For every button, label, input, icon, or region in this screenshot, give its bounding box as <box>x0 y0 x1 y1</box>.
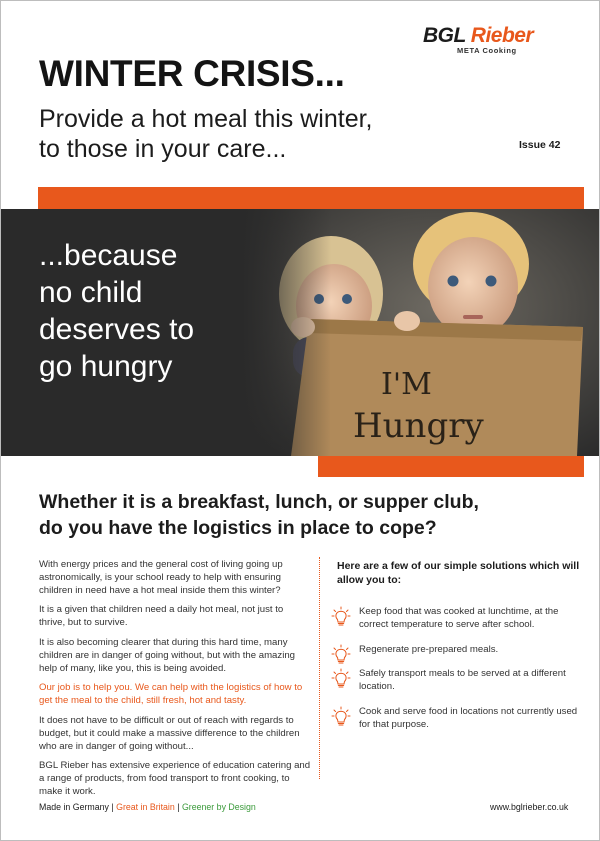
footer-separator: | <box>174 802 182 812</box>
website-link[interactable]: www.bglrieber.co.uk <box>490 802 569 812</box>
highlight-paragraph: Our job is to help you. We can help with the logistics of how to get the meal to the child, still fresh, hot and tasty. <box>39 682 303 707</box>
solution-text: Keep food that was cooked at lunchtime, at the correct temperature to serve after school. <box>359 606 559 630</box>
solution-text: Regenerate pre-prepared meals. <box>359 643 499 655</box>
issue-number: Issue 42 <box>519 139 561 151</box>
lightbulb-icon <box>331 706 351 728</box>
hungry-children-photo <box>241 209 600 456</box>
lightbulb-icon <box>331 606 351 628</box>
subtitle-line-1: Provide a hot meal this winter, <box>39 105 373 133</box>
hero-line-1: ...because <box>39 239 178 272</box>
orange-accent-bar-top <box>38 187 584 209</box>
hero-message <box>39 237 259 385</box>
hero-line-2: no child <box>39 276 143 309</box>
body-paragraph: It is also becoming clearer that during this hard time, many children are in danger of going without, but with the amazing help of many, like you, this is being avoided. <box>39 636 295 674</box>
lightbulb-icon <box>331 644 351 666</box>
orange-accent-bar-bottom <box>318 456 584 477</box>
column-divider <box>319 557 320 779</box>
subtitle-line-2: to those in your care... <box>39 135 287 163</box>
lightbulb-icon <box>331 668 351 690</box>
logo-rieber-text: Rieber <box>470 24 534 47</box>
page-subtitle <box>39 104 439 164</box>
body-paragraph: With energy prices and the general cost of living going up astronomically, is your school ready to help with ensuring children in need have a hot meal inside them this winter? <box>39 559 283 596</box>
headline-line-1: Whether it is a breakfast, lunch, or supper club, <box>39 491 479 513</box>
footer-great-in-britain: Great in Britain <box>116 802 175 812</box>
body-paragraph: It does not have to be difficult or out of reach with regards to budget, but it could make a massive difference to the children who are in danger of going without... <box>39 714 300 752</box>
body-text-column <box>39 559 311 806</box>
section-headline <box>39 489 579 541</box>
solution-text: Cook and serve food in locations not currently used for that purpose. <box>359 705 578 730</box>
body-paragraph: It is a given that children need a daily hot meal, not just to thrive, but to survive. <box>39 604 284 629</box>
solution-item <box>337 706 587 732</box>
hero-line-4: go hungry <box>39 350 173 383</box>
hero-line-3: deserves to <box>39 313 195 346</box>
bgl-rieber-logo <box>423 25 565 55</box>
logo-subtitle: META Cooking <box>457 46 517 55</box>
footer-tagline <box>39 802 256 812</box>
footer-made-in: Made in Germany <box>39 802 109 812</box>
logo-bgl-text: BGL <box>423 24 466 47</box>
footer-separator: | <box>108 802 117 812</box>
solution-text: Safely transport meals to be served at a different location. <box>359 668 566 693</box>
solutions-column <box>337 559 587 744</box>
hero-banner <box>1 209 600 456</box>
headline-line-2: do you have the logistics in place to cope? <box>39 517 437 539</box>
solution-item <box>337 668 587 694</box>
footer-greener: Greener by Design <box>181 802 256 812</box>
solutions-heading: Here are a few of our simple solutions which will allow you to: <box>337 560 580 586</box>
solution-item <box>337 606 587 632</box>
solution-item <box>337 644 587 657</box>
body-paragraph: BGL Rieber has extensive experience of education catering and a range of products, from food transport to front cooking, to make it work. <box>39 760 311 797</box>
page-title: WINTER CRISIS... <box>39 53 345 94</box>
